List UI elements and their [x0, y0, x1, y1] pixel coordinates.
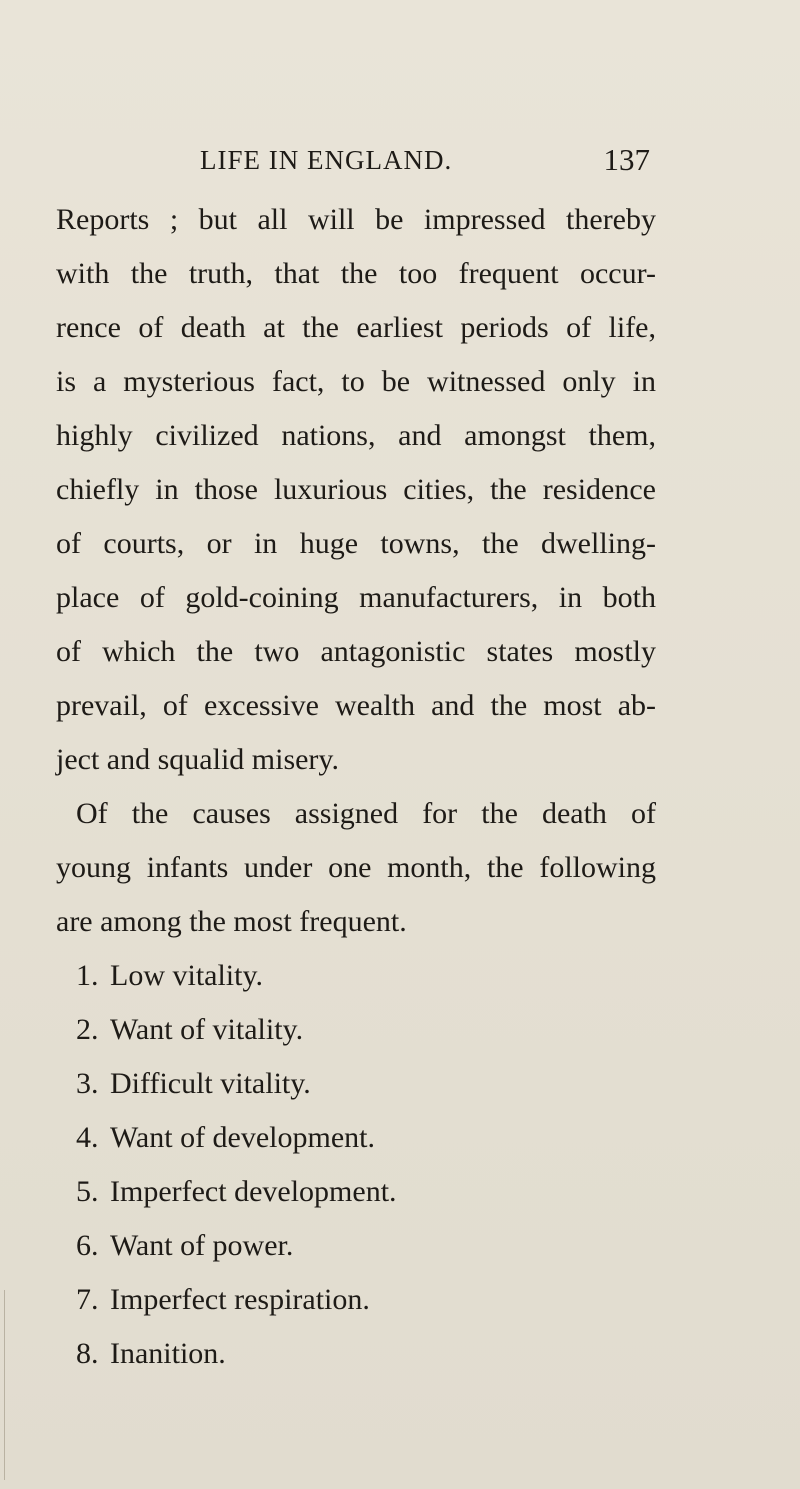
causes-list	[56, 949, 656, 1381]
text-line: are among the most frequent.	[56, 905, 407, 938]
list-text: Imperfect development.	[110, 1175, 397, 1208]
list-number: 7.	[76, 1283, 99, 1316]
text-line: Of the causes assigned for the death of	[76, 797, 656, 830]
list-item	[56, 1273, 656, 1327]
running-head	[200, 140, 650, 180]
list-number: 1.	[76, 959, 99, 992]
list-item	[56, 1057, 656, 1111]
list-item	[56, 1003, 656, 1057]
paragraph-reports	[56, 193, 656, 787]
list-number: 2.	[76, 1013, 99, 1046]
text-line: rence of death at the earliest periods of life,	[56, 311, 656, 344]
text-line: of courts, or in huge towns, the dwelling-	[56, 527, 656, 560]
text-line: highly civilized nations, and amongst them,	[56, 419, 656, 452]
page-edge-line	[4, 1290, 5, 1480]
list-text: Want of development.	[110, 1121, 376, 1154]
list-text: Want of power.	[110, 1229, 294, 1262]
list-text: Low vitality.	[110, 959, 264, 992]
text-line: is a mysterious fact, to be witnessed only in	[56, 365, 656, 398]
list-number: 5.	[76, 1175, 99, 1208]
text-line: Reports ; but all will be impressed thereby	[56, 203, 656, 236]
list-item	[56, 949, 656, 1003]
text-line: chiefly in those luxurious cities, the residence	[56, 473, 656, 506]
text-line: with the truth, that the too frequent occur-	[56, 257, 656, 290]
list-item	[56, 1327, 656, 1381]
list-text: Want of vitality.	[110, 1013, 304, 1046]
list-item	[56, 1219, 656, 1273]
running-head-title: LIFE IN ENGLAND.	[200, 145, 453, 175]
text-line: of which the two antagonistic states mostly	[56, 635, 656, 668]
text-line: prevail, of excessive wealth and the most ab-	[56, 689, 656, 722]
list-number: 3.	[76, 1067, 99, 1100]
list-number: 6.	[76, 1229, 99, 1262]
list-item	[56, 1165, 656, 1219]
body-text	[56, 193, 656, 1381]
list-text: Difficult vitality.	[110, 1067, 311, 1100]
page-number: 137	[603, 142, 650, 177]
list-number: 4.	[76, 1121, 99, 1154]
list-number: 8.	[76, 1337, 99, 1370]
text-line: place of gold-coining manufacturers, in both	[56, 581, 656, 614]
list-item	[56, 1111, 656, 1165]
text-line: young infants under one month, the following	[56, 851, 656, 884]
list-text: Imperfect respiration.	[110, 1283, 370, 1316]
paragraph-causes-intro	[56, 787, 656, 949]
text-line: ject and squalid misery.	[56, 743, 339, 776]
list-text: Inanition.	[110, 1337, 226, 1370]
